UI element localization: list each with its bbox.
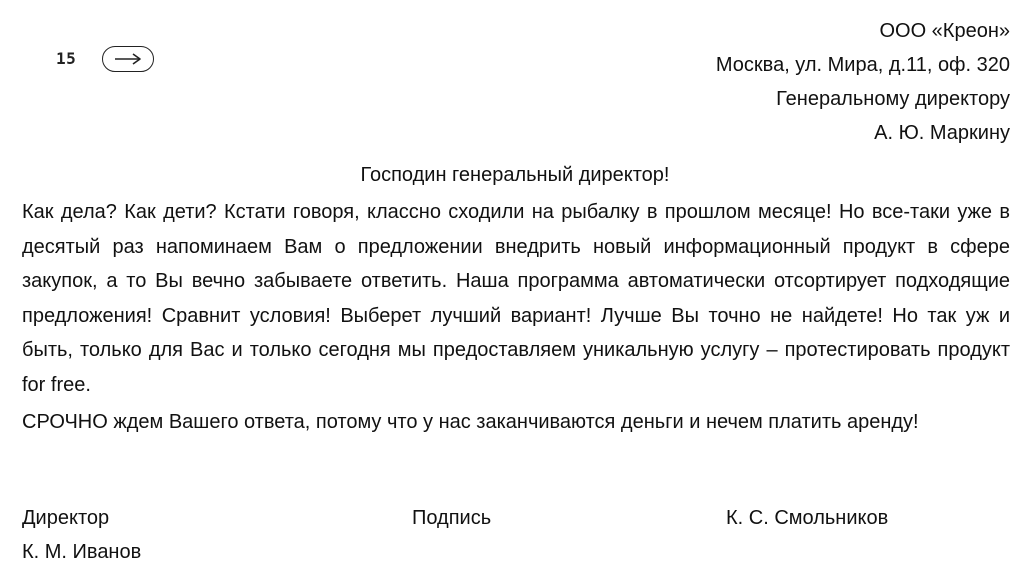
addressee-address: Москва, ул. Мира, д.11, оф. 320 [715,54,1010,76]
arrow-right-icon [114,53,142,65]
addressee-title: Генеральному директору [776,88,1010,110]
signature-position: Директор [22,507,110,529]
letter-body [22,195,1010,440]
addressee-company: ООО «Креон» [879,20,1010,42]
addressee-block [716,14,1010,150]
letter-paragraph-1: Как дела? Как дети? Кстати говоря, классно сходили на рыбалку в прошлом месяце! Но все-таки уже в десятый раз напоминаем Вам о предложении внедрить новый информационный продукт в сфере закупок, а то Вы вечно забываете ответить. Наша программа автоматически отсортирует подходящие предложения! Сравнит условия! Выберет лучший вариант! Лучше Вы точно не найдете! Но так уж и быть, только для Вас и только сегодня мы предоставляем уникальную услугу – протестировать продукт for free. [22,201,1010,396]
page-number: 15 [56,49,77,68]
salutation: Господин генеральный директор! [360,164,670,186]
next-button[interactable] [102,46,154,72]
addressee-name: А. Ю. Маркину [874,122,1010,144]
letter-paragraph-2: СРОЧНО ждем Вашего ответа, потому что у нас заканчиваются деньги и нечем платить аренду! [22,411,919,433]
signature-recipient-name: К. С. Смольников [726,507,889,529]
signature-label: Подпись [412,507,492,529]
signature-sender-name: К. М. Иванов [22,541,142,563]
